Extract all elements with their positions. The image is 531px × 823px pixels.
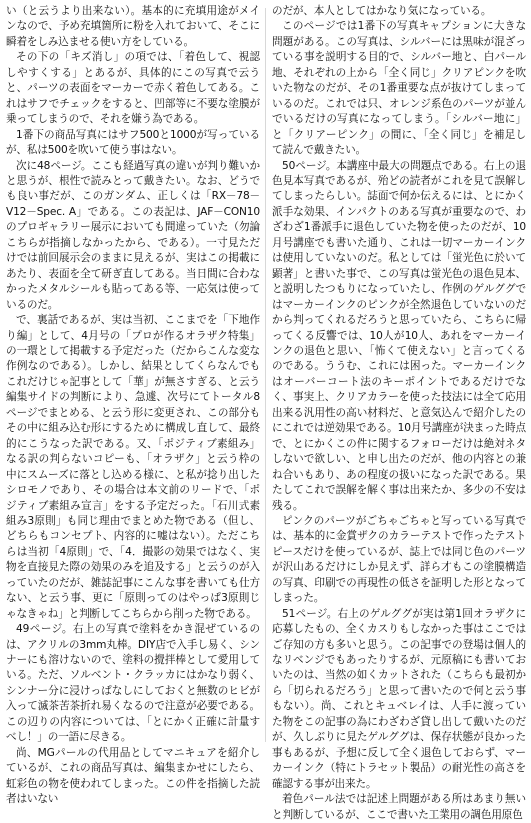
right-column (272, 4, 526, 821)
paragraph-mg-pearl: 尚、MGパールの代用品としてマニキュアを紹介しているが、これの商品写真は、編集まかせにしたら、虹彩色の物を使われてしまった。この件を指摘した読者はいない (6, 746, 260, 806)
paragraph-pink-parts: ピンクのパーツがごちゃごちゃと写っている写真では、基本的に金賞ザクのカラーテストで作ったテストピースだけを使っているが、誌上では同じ色のパーツが沢山あるだけにしか見えず、詳ら才もこの塗膜構造の写真、印刷での再現性の低さを証明した形となってしまった。 (272, 514, 526, 605)
paragraph-page-51: 51ページ。右上のゲルググが実は第1回オラザクに応募したもの、全くカスりもしなかった事はここではご存知の方も多いと思う。この記事での登場は個人的なリベンジでもあったりするが、元原稿にも書いておいたのは、当然の如くカットされた（こちらも最初から「切られるだろう」と思って書いたので何と云う事もない）。尚、これとキュベレイは、人手に渡っていた物をこの記事の為にわざわざ貸し出して戴いたのだが、久しぶりに見たゲルググは、保存状態が良かった事もあるが、予想に反して全く退色しておらず、マーカーインク（特にトラセット製品）の耐光性の高さを確認する事が出来た。 (272, 607, 526, 790)
paragraph-page-48: 次に48ページ。ここも経過写真の違いが判り難いかと思うが、根性で読みとって戴きたい。なお、どうでも良い事だが、このガンダム、正しくは「RX－78－V12－Spec. A」である。この表記は、JAF－CON10のプロギャラリー展示においても間違っていた（勿論こちらが指摘しなかったから、である）。一寸見ただけでは前回展示会のままに見えるが、実はこの掲載にあたり、表面を全て研ぎ直してある。当日間に合わなかったメタルシールも貼ってある等、一応気は使っているのだ。 (6, 159, 260, 311)
paragraph-page-50: 50ページ。本講座中最大の問題点である。右上の退色見本写真であるが、殆どの読者がこれを見て誤解してしまったらしい。誌面で何か伝えるには、とにかく派手な効果、インパクトのある写真が重要なので、わざわざ1番派手に退色していた物を使ったのだが、10月号講座でも書いた通り、これは一切マーカーインクは使用していないのだ。私としては「蛍光色に於いて顕著」と書いた事で、この写真は蛍光色の退色見本、と説明したつもりになっていたし、作例のゲルググではマーカーインクのピンクが全然退色していないのだから判ってくれるだろうと思っていたら、こちらに帰ってくる反響では、10人が10人、あれをマーカーインクの退色と思い、「怖くて使えない」と言ってくるのである。ううむ、これには困った。マーカーインクはオーバーコート法のキーポイントであるだけでなく、事実上、クリアカラーを使った技法には全て応用出来る汎用性の高い材料だ、と意気込んで紹介したのにこれでは逆効果である。10月号講座が決まった時点で、とにかくこの件に関するフォローだけは絶対ネタしないで欲しい、と申し出たのだが、他の内容との兼ね合いもあり、あの程度の扱いになった訳である。果たしてこれで誤解を解く事は出来たか、多少の不安は残る。 (272, 159, 526, 512)
paragraph-colored-pearl: 着色パール法では記述上問題がある所はあまり無いと判断しているが、ここで書いた工業用の調色用原色 (272, 793, 526, 821)
paragraph-putty-usage: い（と云うより出来ない）。基本的に充填用途がメインなので、予め充填箇所に粉を入れておいて、そこに瞬着をしみ込ませる使い方をしている。 (6, 5, 260, 48)
paragraph-surfacer-photo: 1番下の商品写真にはサフ500と1000が写っているが、私は500を吹いて使う事はない。 (6, 128, 260, 157)
paragraph-scratch-removal: その下の「キズ消し」の項では、「着色して、視認しやすくする」とあるが、具体的にこの写真で云うと、パーツの表面をマーカーで赤く着色してある。これはサフでチェックをすると、凹部等に不要な塗膜が乗ってしまうので、それを嫌う為である。 (6, 51, 260, 126)
paragraph-page-49: 49ページ。右上の写真で塗料をかき混ぜているのは、アクリルの3mm丸棒。DIY店で入手し易く、シンナーにも溶けないので、塗料の攪拌棒として愛用している。ただ、ソルベント・クラッカにはかなり弱く、シンナー分に浸けっぱなしにしておくと無数のヒビが入って滅茶苦茶折れ易くなるので注意が必要である。この辺りの内容については、「とにかく正確に計量すべし！」の一語に尽きる。 (6, 623, 260, 744)
paragraph-behind-the-scenes: で、裏話であるが、実は当初、ここまでを「下地作り編」として、4月号の「プロが作るオラザク特集」の一環として掲載する予定だった（だからこんな変な作例なのである）。しかし、結果としてくらなんでもこれだけじゃ記事として「華」が無さすぎる、と云う編集サイドの判断により、急遽、次号にてトータル8ページでまとめる、と云う形に変更され、この部分もその中に組み込む形にするために構成し直して、最終的にこうなった訳である。又、「ポジティブ素組み」なる訳の判らないコピーも、「オラザク」と云う枠の中にスムーズに落とし込める様に、と私が捻り出したシロモノであり、その場合は本文前のリードで、「ポジティブ素組み宣言」をする予定だった。「石川式素組み3原則」も同じ理由でまとめた物である（但し、どちらもコンセプト、内容的に嘘はない）。ただこちらは当初「4原則」で、「4．撮影の効果ではなく、実物を直接見た際の効果のみを追及する」と云うのが入っていたのだが、雑誌記事にこんな事を書いても仕方ない、と云う事、更に「原則ってのはやっぱ3原則じゃなきゃね」と判断してこちらから削った物である。 (6, 314, 260, 620)
column-divider (265, 8, 266, 742)
left-column (6, 4, 260, 806)
paragraph-continuation: のだが、本人としてはかなり気になっている。 (272, 5, 492, 17)
paragraph-caption-issue: このページでは1番下の写真キャプションに大きな問題がある。この写真は、シルバーには黒味が混ざっている事を説明する目的で、シルバー地と、白パール地、それぞれの上から「全く同じ」クリアピンクを吹いた物なのだが、その1番重要な点が抜けてしまっているのだ。これでは只、オレンジ系色のパーツが並んでいるだけの写真になってしまう。「シルバー地に」と「クリアーピンク」の間に、「全く同じ」を補足して読んで戴きたい。 (272, 20, 526, 157)
